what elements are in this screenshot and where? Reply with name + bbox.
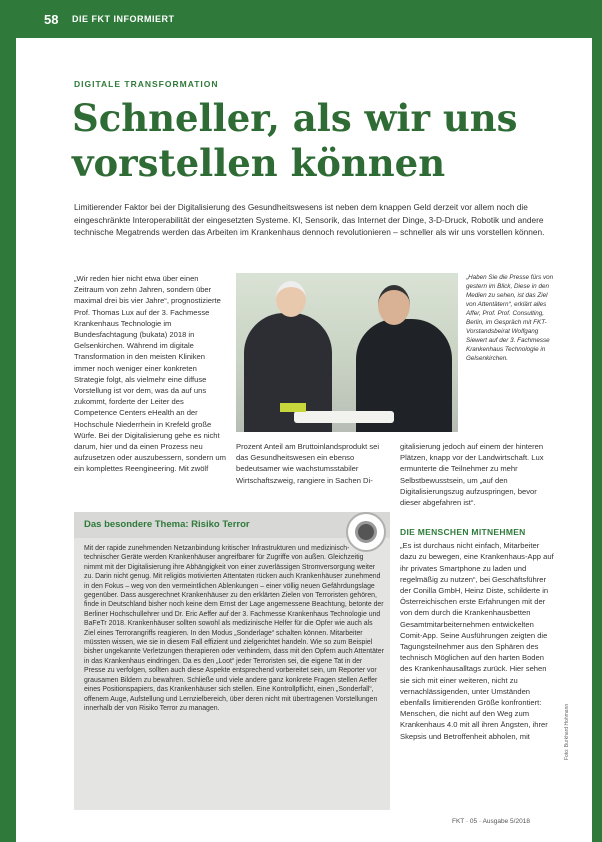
subheading: DIE MENSCHEN MITNEHMEN [400,527,526,537]
photo-caption: „Haben Sie die Presse fürs von gestern im Blick, Diese in den Medien zu sehen, ist das Ziel von Attentätern“, erklärt alles Affer, Prof. Prof. Consulting, Berlin, im Gespräch mit FKT-Vorstandsbeirat Wolfgang Siewert auf der 3. Fachmesse Krankenhaus Technologie in Gelsenkirchen. [466,274,554,362]
body-column-1: „Wir reden hier nicht etwa über einen Zeitraum von zehn Jahren, sondern über maximal drei bis vier Jahre“, prognostizierte Prof. Thomas Lux auf der 3. Fachmesse Krankenhaus Technologie im Bundesfachtagung (bukata) 2018 in Gelsenkirchen. Während im digitale Transformation in den meisten Kliniken immer noch weniger einer konkreten Strategie folgt, als vielmehr eine diffuse Vorstellung ist vor dem, was da auf uns zukommt, forderte der Leiter des Competence Centers eHealth an der Hochschule Niederrhein in Krefeld große Würfe. Bei der Digitalisierung gehe es nicht darum, hier und da einen Prozess neu aufzusetzen oder auszubessern, sondern um ein komplettes Reengineering. Mit zwölf [74,274,226,474]
section-label: DIE FKT INFORMIERT [72,14,175,24]
body-column-3-continued [400,521,556,742]
article-kicker: DIGITALE TRANSFORMATION [74,79,219,89]
subheading-body: „Es ist durchaus nicht einfach, Mitarbeiter dazu zu bewegen, eine Krankenhaus-App auf ihr privates Smartphone zu laden und regelmäßig zu nutzen“, bei Geschäftsführer der Conilla GmbH, Heinz Diste, schilderte in Österreichischen erste Erfahrungen mit der von dem durch die Krankenhausbetten Gesamtmitarbeiternehmen entwickelten Comit-App. Seine Ausführungen zeigten die Tagungsteilnehmer aus den Sphären des technisch Möglichen auf den harten Boden des Krankenhausalltags zurück. Hier sehen sie sich mit einer weiteren, nicht zu vernachlässigenden, unter Umständen ebenfalls limitierenden Größe konfrontiert: Menschen, die nicht auf den Weg zum Krankenhaus 4.0 mit all ihren Ängsten, ihrer Skepsis und Betroffenheit abholen, mit [400,541,554,741]
photo-object [280,403,306,412]
photo-credit: Foto: Burkhard Hohmann [564,703,570,760]
sidebar-box-title: Das besondere Thema: Risiko Terror [84,519,250,530]
page-footer: FKT · 05 · Ausgabe 5/2018 [452,818,530,825]
sidebar-box-risk-terror [74,512,390,810]
body-column-2: Prozent Anteil am Bruttoinlandsprodukt sei das Gesundheitswesen ein ebenso bedeutsamer wie wachstumsstabiler Wirtschaftszweig, rangiere in Sachen Di- [236,442,380,485]
sidebar-box-header [74,512,390,538]
photo-person-left-head [276,281,306,317]
article-lead: Limitierender Faktor bei der Digitalisierung des Gesundheitswesens ist neben dem knappen Geld derzeit vor allem noch die eingeschränkte Interoperabilität der eingesetzten Systeme. KI, Sensorik, das Internet der Dinge, 3-D-Druck, Robotik und andere technische Megatrends werden das Arbeiten im Krankenhaus dennoch revolutionieren – schneller als wir uns vorstellen können. [74,202,545,237]
article-photo [236,273,458,432]
photo-lectern [294,411,394,423]
photo-person-right-head [378,285,410,325]
article-headline: Schneller, als wir uns vorstellen können [72,96,518,185]
body-column-3: gitalisierung jedoch auf einem der hinteren Plätzen, knapp vor der Landwirtschaft. Lux ermunterte die Teilnehmer zu mehr Selbstbewusstsein, um „auf den Digitalisierungszug aufzuspringen, bevor dieser abgefahren ist“. [400,442,544,508]
page-header [0,0,602,38]
right-color-strip [592,0,602,842]
left-color-strip [0,0,16,842]
sidebar-box-text: Mit der rapide zunehmenden Netzanbindung kritischer Infrastrukturen und medizinisch-technischer Geräte werden Krankenhäuser angreifbarer für Zugriffe von außen. Gleichzeitig nimmt mit der Digitalisierung ihre Abhängigkeit von einer zuverlässigen Stromversorgung weiter zu. Darin nicht genug. Mit religiös motivierten Attentaten rücken auch Krankenhäuser zunehmend in den Fokus – weg von den vermeintlichen Ablenkungen – einer völlig neuen Gefährdungslage gegenüber. Dass ausgerechnet Krankenhäuser zu den erklärten Zielen von Terroristen gehören, finde in Deutschland bisher noch keine dem Ernst der Lage angemessene Beachtung, betonte der Berliner Hochschullehrer und Dr. Eric Aeffer auf der 3. Fachmesse Krankenhaus Technologie und BaFeTr 2018. Krankenhäuser sollten sowohl als medizinische Helfer für die Opfer wie auch als Ziel eines Terrorangriffs reagieren. In den Modus „Sonderlage“ schalten können. Mitarbeiter müssten wissen, wie sie in diesem Fall effizient und zielgerichtet handeln. Wie so zum Beispiel bisher ungekannte Verletzungen therapieren oder verhindern, dass mit den Opfern auch Attentäter in das Krankenhaus eindringen. Da es den „Loot“ jeder Terroristen sei, die eigene Tat in der Presse zu verfolgen, sollten auch diese Aspekte entsprechend vorbereitet sein, um Reporter vor grausamen Bildern zu bewahren. Schließe und viele andere ganz konkrete Fragen stellen Aeffer eines Positionspapiers, das Krankenhäuser sich stellen. Eine Kontrollpflicht, einen „Sonderfall“, offenem Auge, Aufstellung und Lernzielbereich, über deren nicht mit übertragenen Vorstellungen innerhalb der von Risiko Terror zu managen. [84,545,384,712]
page-number: 58 [44,12,59,27]
